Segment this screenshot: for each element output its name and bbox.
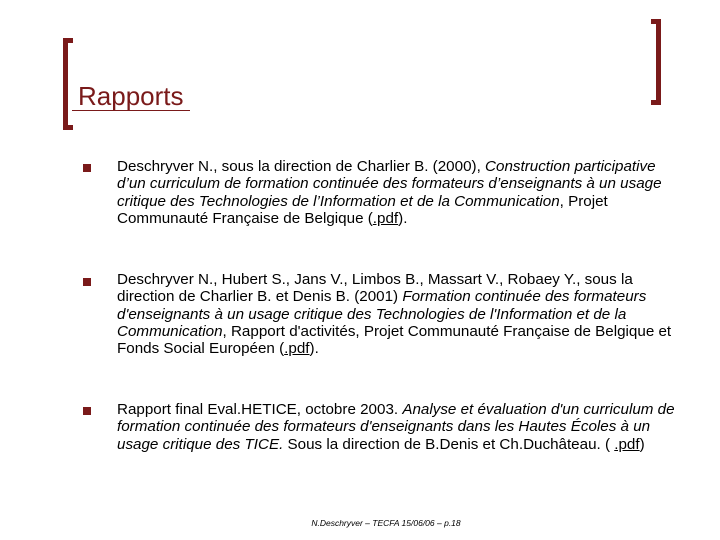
reference-text: , Projet Communauté Française de Belgique ( (117, 192, 608, 227)
right-bracket-decoration (651, 19, 661, 105)
footer-text: N.Deschryver – TECFA 15/06/06 – p.18 (311, 518, 461, 528)
reference-text: ) (639, 435, 645, 453)
reference-italic-title: Formation continuée des formateurs d'enseignants à un usage critique des Technologies de l'Information et de la Communication (117, 288, 647, 340)
bullet-square-icon (83, 164, 91, 172)
bullet-square-icon (83, 407, 91, 415)
reference-italic-title: Analyse et évaluation d'un curriculum de formation continuée des formateurs d'enseignants dans les Hautes Écoles à un usage critique des TICE. (117, 401, 675, 453)
reference-item-2 (117, 271, 677, 357)
reference-text: Deschryver N., Hubert S., Jans V., Limbos B., Massart V., Robaey Y., sous la direction de Charlier B. et Denis B. (2001) (117, 271, 633, 306)
reference-item-1 (117, 158, 677, 227)
slide-footer (0, 518, 720, 528)
reference-text: , Rapport d'activités, Projet Communauté Française de Belgique et Fonds Social Européen ( (117, 322, 672, 358)
reference-italic-title: Construction participative d’un curriculum de formation continuée des formateurs d’enseignants à un usage critique des Technologies de l’Information et de la Communication (117, 158, 662, 210)
bullet-square-icon (83, 278, 91, 286)
reference-text: Deschryver N., sous la direction de Charlier B. (2000), (117, 158, 486, 175)
reference-text: Sous la direction de B.Denis et Ch.Duchâteau. ( (283, 435, 615, 453)
reference-text: ). (309, 340, 319, 358)
pdf-link[interactable]: .pdf (614, 435, 640, 453)
reference-text: Rapport final Eval.HETICE, octobre 2003. (117, 401, 403, 418)
reference-text: ). (398, 209, 408, 227)
reference-item-3 (117, 401, 677, 453)
left-bracket-decoration (63, 38, 73, 130)
pdf-link[interactable]: .pdf (284, 340, 310, 358)
slide-title: Rapports (78, 81, 184, 111)
pdf-link[interactable]: .pdf (372, 209, 399, 227)
